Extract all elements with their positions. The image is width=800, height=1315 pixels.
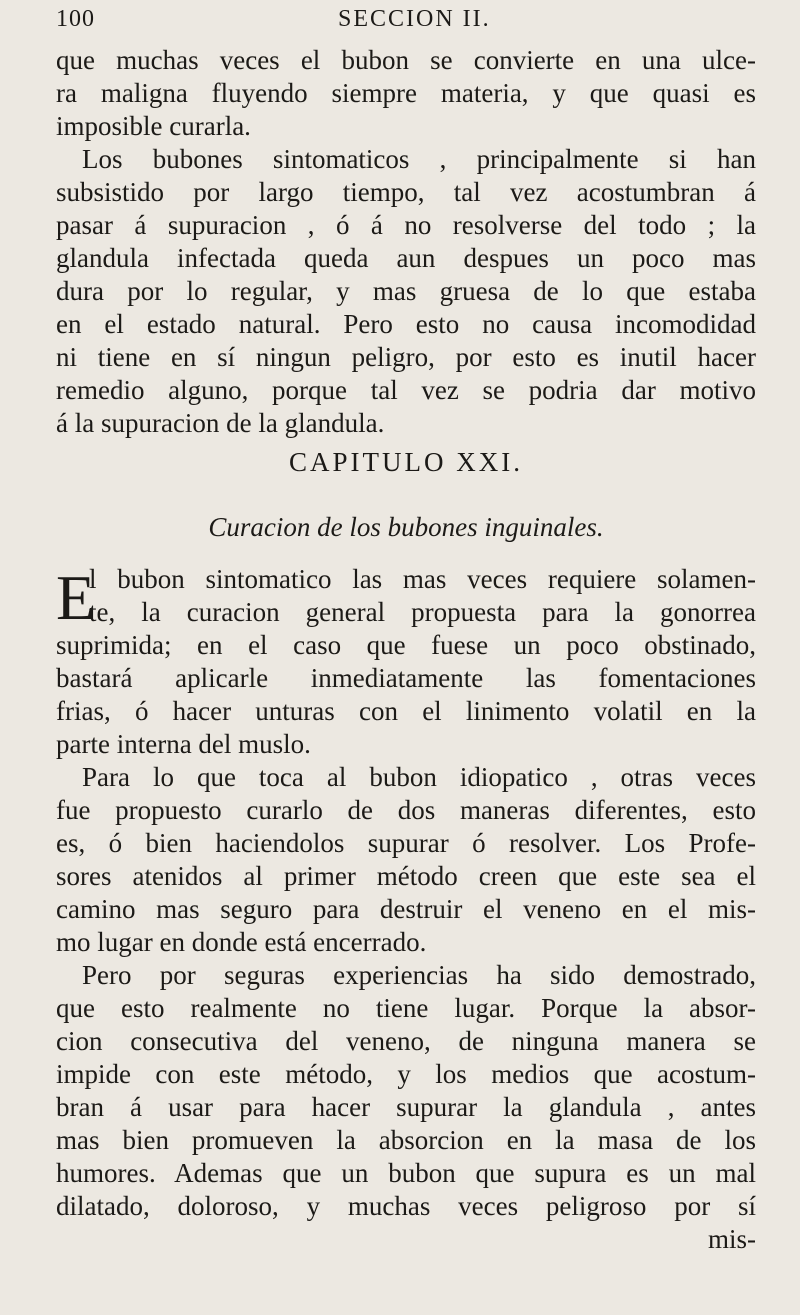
text-line: subsistido por largo tiempo, tal vez acostumbran á bbox=[56, 177, 756, 207]
catchword: mis- bbox=[707, 1224, 756, 1254]
text-line: parte interna del muslo. bbox=[56, 729, 311, 759]
text-line: Los bubones sintomaticos , principalmente si han bbox=[82, 144, 756, 174]
text-line: ra maligna fluyendo siempre materia, y que quasi es bbox=[56, 78, 756, 108]
text-line: Pero por seguras experiencias ha sido demostrado, bbox=[82, 960, 756, 990]
text-line: que muchas veces el bubon se convierte en una ulce- bbox=[56, 45, 756, 75]
text-line: bran á usar para hacer supurar la glandula , antes bbox=[56, 1092, 756, 1122]
text-block-chapter bbox=[56, 563, 756, 1256]
text-line: camino mas seguro para destruir el veneno en el mis- bbox=[56, 894, 756, 924]
chapter-subtitle: Curacion de los bubones inguinales. bbox=[208, 512, 604, 542]
text-line: humores. Ademas que un bubon que supura es un mal bbox=[56, 1158, 756, 1188]
text-block-top bbox=[56, 44, 756, 440]
text-line: cion consecutiva del veneno, de ninguna manera se bbox=[56, 1026, 756, 1056]
text-line: te, la curacion general propuesta para la gonorrea bbox=[89, 597, 756, 627]
text-line: remedio alguno, porque tal vez se podria dar motivo bbox=[56, 375, 756, 405]
drop-cap: E bbox=[56, 562, 96, 633]
text-line: Para lo que toca al bubon idiopatico , otras veces bbox=[82, 762, 756, 792]
text-line: imposible curarla. bbox=[56, 111, 251, 141]
text-line: suprimida; en el caso que fuese un poco obstinado, bbox=[56, 630, 756, 660]
text-line: mas bien promueven la absorcion en la masa de los bbox=[56, 1125, 756, 1155]
text-line: l bubon sintomatico las mas veces requiere solamen- bbox=[89, 564, 756, 594]
page-number: 100 bbox=[56, 6, 95, 32]
text-line: mo lugar en donde está encerrado. bbox=[56, 927, 427, 957]
text-line: fue propuesto curarlo de dos maneras diferentes, esto bbox=[56, 795, 756, 825]
section-heading: SECCION II. bbox=[338, 6, 491, 32]
running-header bbox=[56, 6, 756, 36]
text-line: dura por lo regular, y mas gruesa de lo que estaba bbox=[56, 276, 756, 306]
text-line: es, ó bien haciendolos supurar ó resolver. Los Profe- bbox=[56, 828, 756, 858]
text-line: que esto realmente no tiene lugar. Porque la absor- bbox=[56, 993, 756, 1023]
text-line: dilatado, doloroso, y muchas veces peligroso por sí bbox=[56, 1191, 756, 1221]
text-line: frias, ó hacer unturas con el linimento volatil en la bbox=[56, 696, 756, 726]
chapter-title: CAPITULO XXI. bbox=[289, 447, 523, 477]
text-line: bastará aplicarle inmediatamente las fomentaciones bbox=[56, 663, 756, 693]
text-line: glandula infectada queda aun despues un poco mas bbox=[56, 243, 756, 273]
text-line: ni tiene en sí ningun peligro, por esto es inutil hacer bbox=[56, 342, 756, 372]
text-line: pasar á supuracion , ó á no resolverse del todo ; la bbox=[56, 210, 756, 240]
text-line: á la supuracion de la glandula. bbox=[56, 408, 385, 438]
text-line: en el estado natural. Pero esto no causa incomodidad bbox=[56, 309, 756, 339]
text-line: sores atenidos al primer método creen que este sea el bbox=[56, 861, 756, 891]
text-line: impide con este método, y los medios que acostum- bbox=[56, 1059, 756, 1089]
